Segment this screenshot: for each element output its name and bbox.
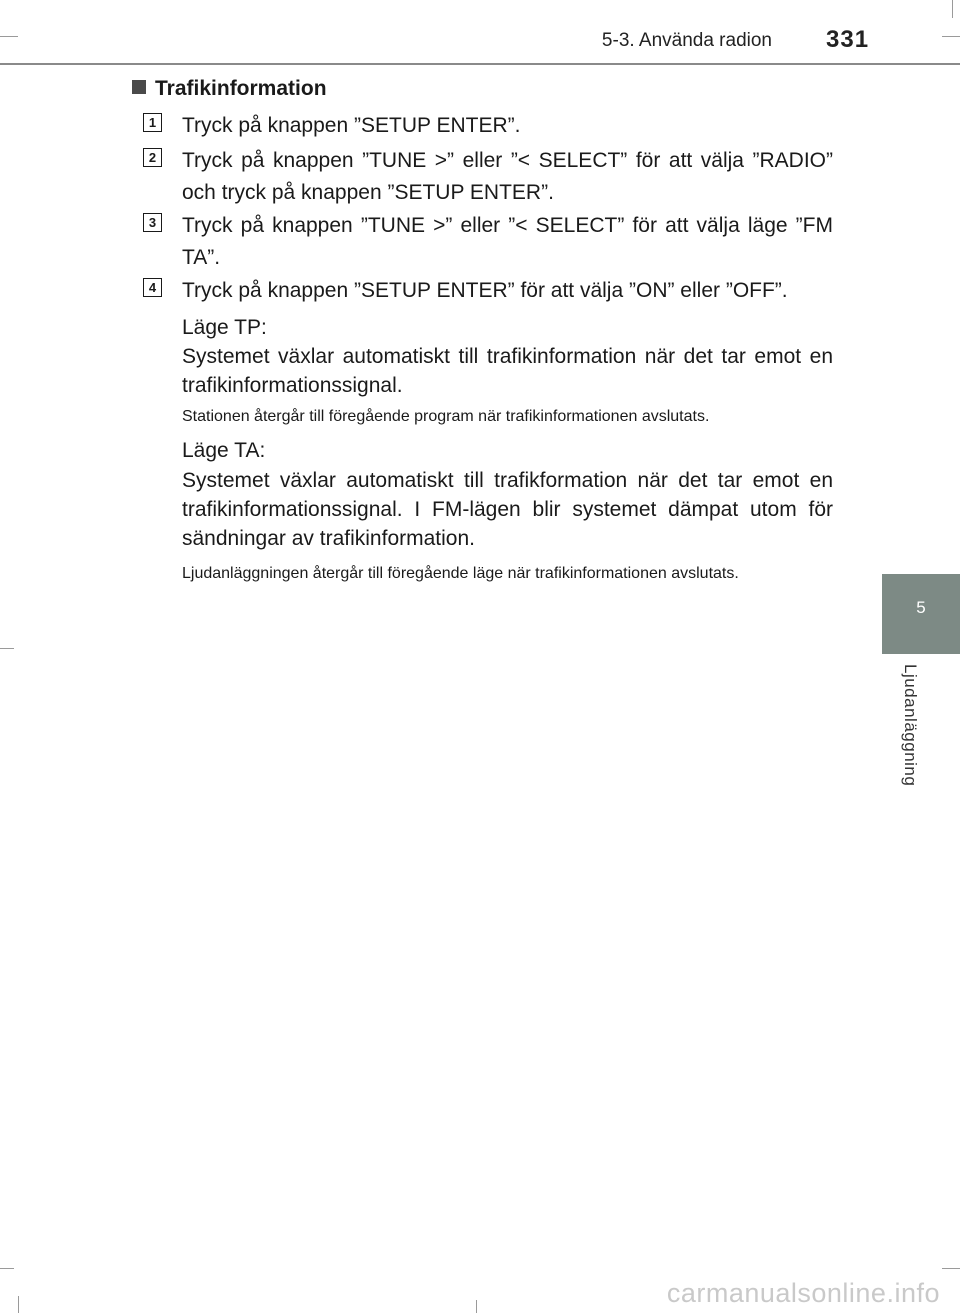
heading-text: Trafikinformation (155, 77, 327, 100)
crop-mark (0, 648, 14, 649)
mode-ta-title: Läge TA: (182, 439, 266, 462)
step-text: Tryck på knappen ”TUNE >” eller ”< SELECT” för att välja ”RADIO” och tryck på knappen ”SETUP ENTER”. (182, 149, 833, 204)
section-heading (132, 77, 327, 101)
step-number-badge: 3 (143, 213, 162, 232)
watermark: carmanualsonline.info (666, 1278, 940, 1308)
crop-mark (952, 0, 953, 18)
crop-mark (0, 1268, 14, 1269)
mode-ta-description: Systemet växlar automatiskt till trafikformation när det tar emot en trafikinformationssignal. I FM-lägen blir systemet dämpat utom för sändningar av trafikinformation. (182, 469, 833, 550)
page-number: 331 (826, 26, 870, 53)
step-1 (143, 110, 833, 142)
crop-mark (18, 1296, 19, 1313)
step-4 (143, 275, 833, 307)
crop-mark (476, 1300, 477, 1313)
header-rule (0, 63, 960, 65)
step-3 (143, 210, 833, 274)
step-number-badge: 1 (143, 113, 162, 132)
step-2 (143, 145, 833, 209)
mode-tp-description: Systemet växlar automatiskt till trafikinformation när det tar emot en trafikinformationssignal. (182, 345, 833, 397)
chapter-tab (882, 574, 960, 654)
step-number-badge: 4 (143, 278, 162, 297)
step-number-badge: 2 (143, 148, 162, 167)
square-bullet-icon (132, 80, 146, 94)
chapter-number: 5 (916, 598, 926, 617)
step-text: Tryck på knappen ”SETUP ENTER” för att välja ”ON” eller ”OFF”. (182, 279, 788, 302)
mode-ta-note: Ljudanläggningen återgår till föregående läge när trafikinformationen avslutats. (182, 565, 739, 582)
mode-tp-title: Läge TP: (182, 316, 267, 339)
step-text: Tryck på knappen ”SETUP ENTER”. (182, 114, 521, 137)
mode-tp-note: Stationen återgår till föregående program när trafikinformationen avslutats. (182, 408, 710, 425)
chapter-label: Ljudanläggning (901, 664, 920, 787)
crop-mark (942, 36, 960, 37)
crop-mark (0, 36, 18, 37)
crop-mark (942, 1268, 960, 1269)
section-title: 5-3. Använda radion (601, 30, 772, 51)
step-text: Tryck på knappen ”TUNE >” eller ”< SELECT” för att välja läge ”FM TA”. (182, 214, 833, 269)
